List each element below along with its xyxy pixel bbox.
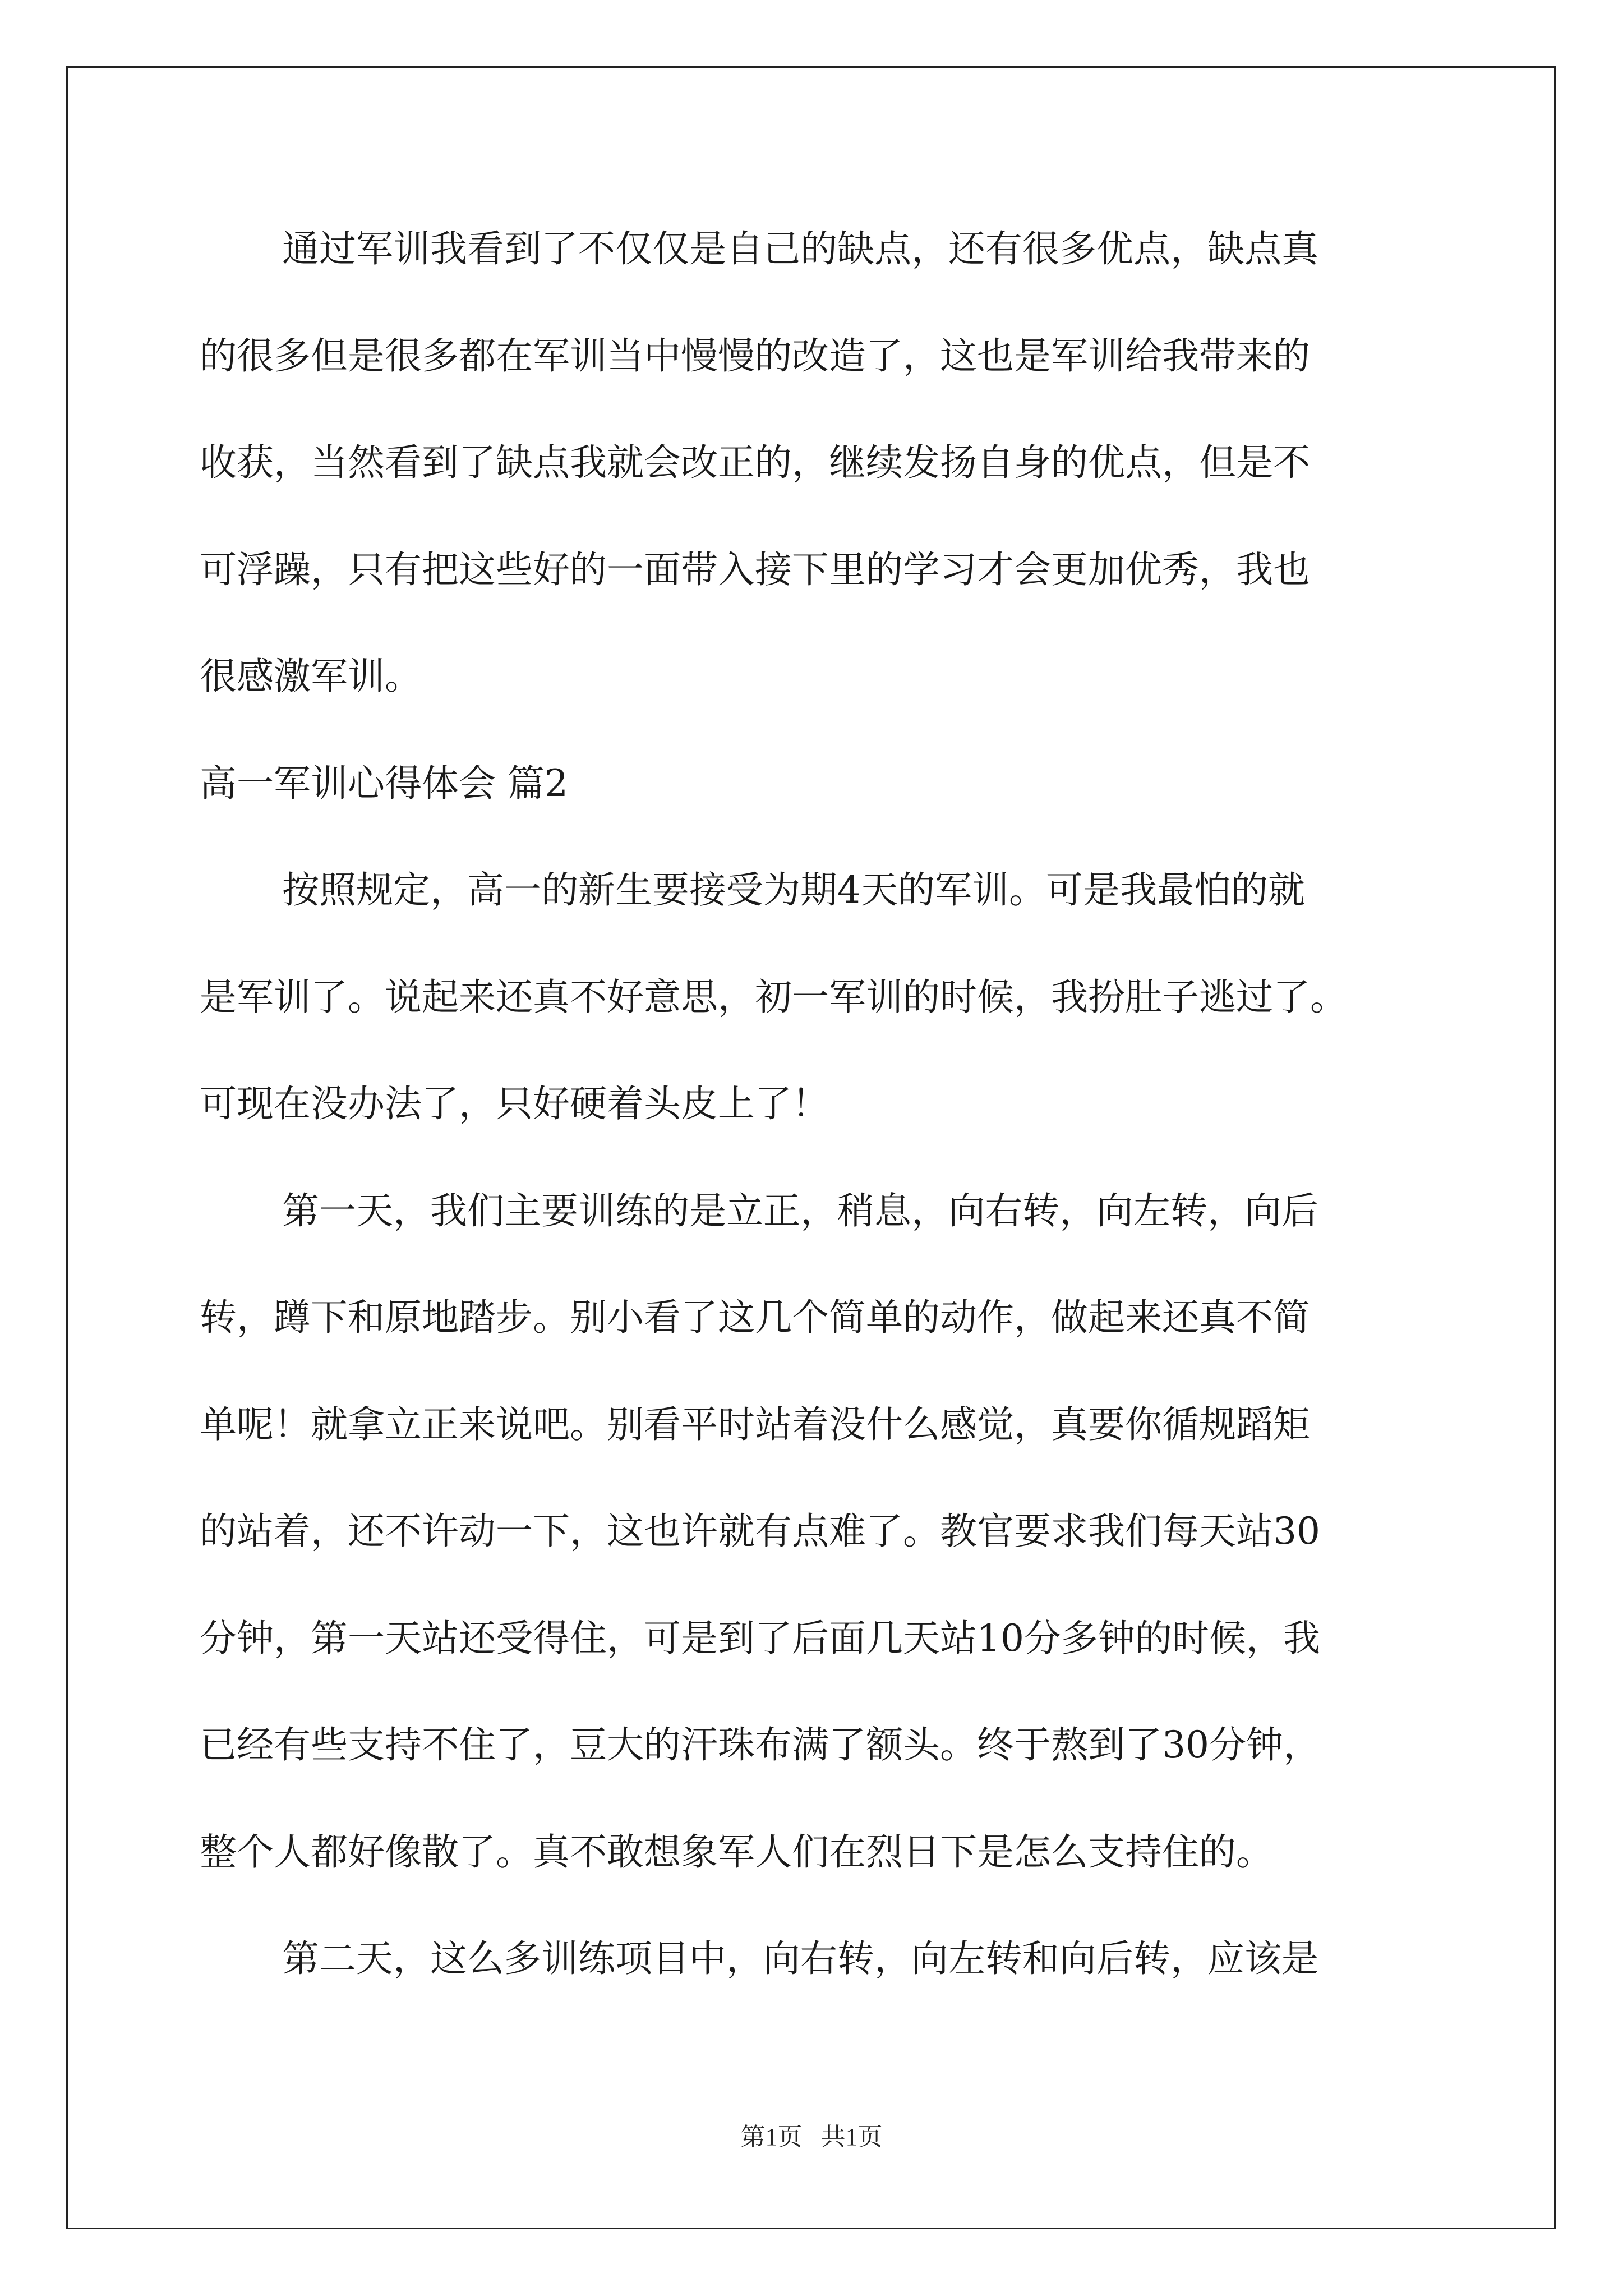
paragraph-line: 已经有些支持不住了，豆大的汗珠布满了额头。终于熬到了30分钟， — [200, 1723, 1320, 1766]
paragraph-line: 第一天，我们主要训练的是立正，稍息，向右转，向左转，向后 — [282, 1189, 1318, 1232]
paragraph-line: 分钟，第一天站还受得住，可是到了后面几天站10分多钟的时候，我 — [200, 1616, 1320, 1660]
paragraph-line: 很感激军训。 — [200, 655, 422, 698]
paragraph-line: 的很多但是很多都在军训当中慢慢的改造了，这也是军训给我带来的 — [200, 334, 1310, 378]
paragraph-line: 是军训了。说起来还真不好意思，初一军训的时候，我扮肚子逃过了。 — [200, 975, 1347, 1019]
paragraph-line: 按照规定，高一的新生要接受为期4天的军训。可是我最怕的就 — [282, 868, 1305, 912]
document-body — [200, 212, 1433, 2029]
paragraph-line: 第二天，这么多训练项目中，向右转，向左转和向后转，应该是 — [282, 1937, 1318, 1980]
section-heading: 高一军训心得体会 篇2 — [200, 761, 568, 805]
paragraph-line: 的站着，还不许动一下，这也许就有点难了。教官要求我们每天站30 — [200, 1510, 1320, 1553]
paragraph-line: 整个人都好像散了。真不敢想象军人们在烈日下是怎么支持住的。 — [200, 1830, 1273, 1874]
page-number-footer: 第1页 共1页 — [740, 2123, 883, 2151]
paragraph-line: 转，蹲下和原地踏步。别小看了这几个简单的动作，做起来还真不简 — [200, 1296, 1310, 1339]
paragraph-line: 可现在没办法了，只好硬着头皮上了！ — [200, 1082, 829, 1125]
paragraph-line: 可浮躁，只有把这些好的一面带入接下里的学习才会更加优秀，我也 — [200, 547, 1310, 591]
paragraph-line: 收获，当然看到了缺点我就会改正的，继续发扬自身的优点，但是不 — [200, 441, 1310, 484]
paragraph-line: 通过军训我看到了不仅仅是自己的缺点，还有很多优点，缺点真 — [282, 227, 1318, 270]
paragraph-line: 单呢！就拿立正来说吧。别看平时站着没什么感觉，真要你循规蹈矩 — [200, 1402, 1310, 1446]
